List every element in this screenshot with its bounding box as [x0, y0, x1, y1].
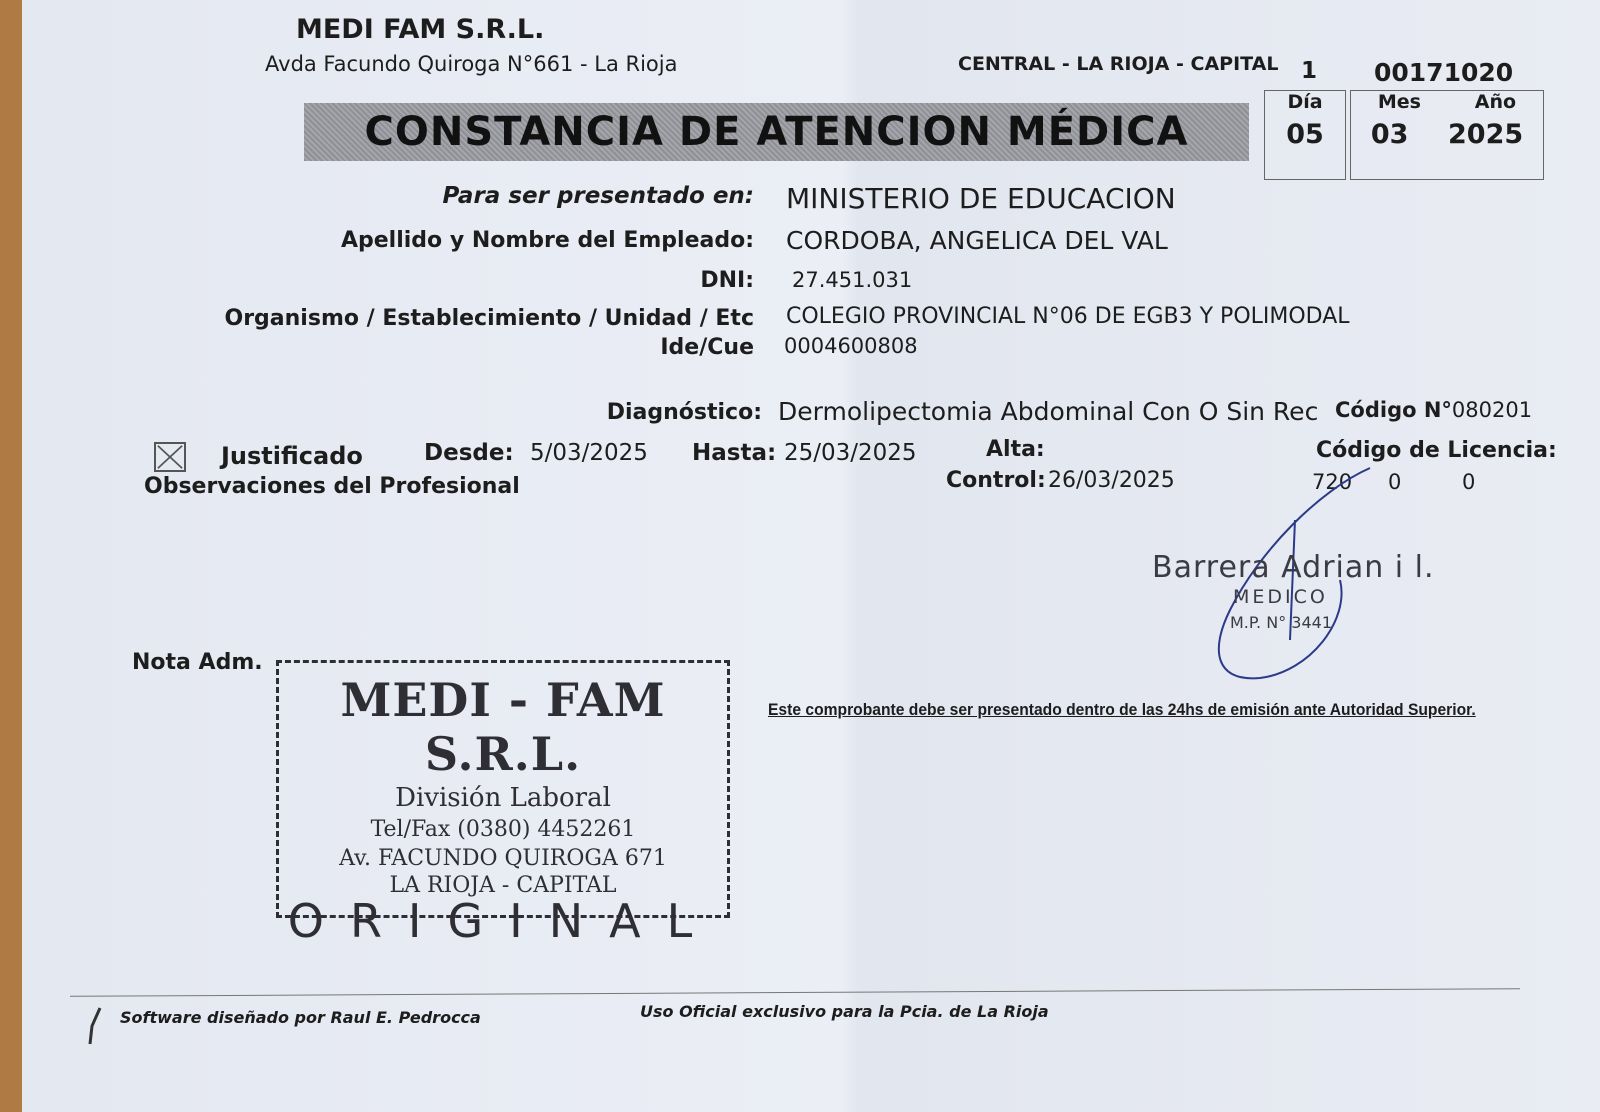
- presentado-value: MINISTERIO DE EDUCACION: [786, 182, 1176, 215]
- nombre-label: Apellido y Nombre del Empleado:: [340, 228, 754, 253]
- stamp-line-6: ORIGINAL: [287, 894, 719, 948]
- dni-label: DNI:: [700, 268, 754, 293]
- quill-icon: [84, 1006, 108, 1046]
- doctor-title: MEDICO: [1233, 586, 1328, 608]
- company-address: Avda Facundo Quiroga N°661 - La Rioja: [265, 52, 678, 76]
- observaciones-label: Observaciones del Profesional: [144, 474, 520, 499]
- justificado-label: Justificado: [221, 442, 363, 470]
- desde-value: 5/03/2025: [530, 440, 648, 466]
- control-value: 26/03/2025: [1048, 468, 1175, 493]
- control-label: Control:: [946, 468, 1046, 493]
- idecue-value: 0004600808: [784, 334, 918, 358]
- doctor-name: Barrera Adrian i l.: [1152, 550, 1435, 585]
- codigo-value: 080201: [1451, 398, 1533, 422]
- year-value: 2025: [1448, 119, 1524, 150]
- year-label: Año: [1474, 91, 1517, 113]
- desde-label: Desde:: [424, 440, 514, 466]
- month-year-header: [1351, 91, 1543, 113]
- month-value: 03: [1370, 119, 1409, 150]
- date-month-year-box: [1350, 90, 1544, 180]
- alta-label: Alta:: [986, 437, 1045, 462]
- stamp-line-4: Av. FACUNDO QUIROGA 671: [339, 846, 667, 871]
- footer-uso: Uso Oficial exclusivo para la Pcia. de La Rioja: [640, 1002, 1049, 1021]
- codigo-licencia-1: 720: [1312, 470, 1353, 494]
- footer-software: Software diseñado por Raul E. Pedrocca: [120, 1008, 481, 1027]
- branch-label: CENTRAL - LA RIOJA - CAPITAL: [958, 53, 1279, 75]
- codigo-label: Código N°: [1335, 398, 1452, 422]
- codigo-licencia-3: 0: [1462, 470, 1476, 494]
- diagnostico-label: Diagnóstico:: [606, 400, 762, 425]
- presentado-label: Para ser presentado en:: [442, 183, 754, 209]
- month-label: Mes: [1377, 91, 1421, 113]
- day-value: 05: [1286, 119, 1324, 150]
- hasta-value: 25/03/2025: [784, 440, 917, 466]
- justificado-checkbox[interactable]: [154, 442, 186, 472]
- hasta-label: Hasta:: [692, 440, 777, 466]
- company-stamp: [276, 660, 730, 948]
- stamp-line-1: MEDI - FAM S.R.L.: [340, 673, 666, 781]
- organismo-value: COLEGIO PROVINCIAL N°06 DE EGB3 Y POLIMODAL: [786, 304, 1350, 329]
- document-number: 00171020: [1374, 58, 1514, 87]
- dni-value: 27.451.031: [792, 268, 913, 292]
- date-day-box: [1264, 90, 1346, 180]
- day-label: Día: [1287, 91, 1323, 113]
- stamp-line-2: División Laboral: [395, 783, 611, 813]
- diagnostico-value: Dermolipectomia Abdominal Con O Sin Rec: [778, 397, 1319, 426]
- stamp-line-3: Tel/Fax (0380) 4452261: [370, 817, 636, 842]
- codigo-field: [1335, 398, 1532, 422]
- nombre-value: CORDOBA, ANGELICA DEL VAL: [786, 226, 1168, 255]
- codigo-licencia-label: Código de Licencia:: [1316, 438, 1557, 463]
- codigo-licencia-2: 0: [1388, 470, 1402, 494]
- nota-label: Nota Adm.: [132, 650, 263, 675]
- stamp-line-5: LA RIOJA - CAPITAL: [389, 873, 617, 898]
- notice-text: Este comprobante debe ser presentado dentro de las 24hs de emisión ante Autoridad Superior.: [768, 700, 1476, 719]
- series-number: 1: [1301, 58, 1318, 84]
- company-name: MEDI FAM S.R.L.: [296, 14, 545, 45]
- document-title: CONSTANCIA DE ATENCION MÉDICA: [304, 103, 1249, 161]
- check-x-icon: [156, 444, 184, 470]
- doctor-registration: M.P. N° 3441: [1230, 613, 1332, 632]
- month-year-values: [1351, 113, 1543, 150]
- idecue-label: Ide/Cue: [660, 335, 754, 360]
- organismo-label: Organismo / Establecimiento / Unidad / Etc: [224, 306, 754, 331]
